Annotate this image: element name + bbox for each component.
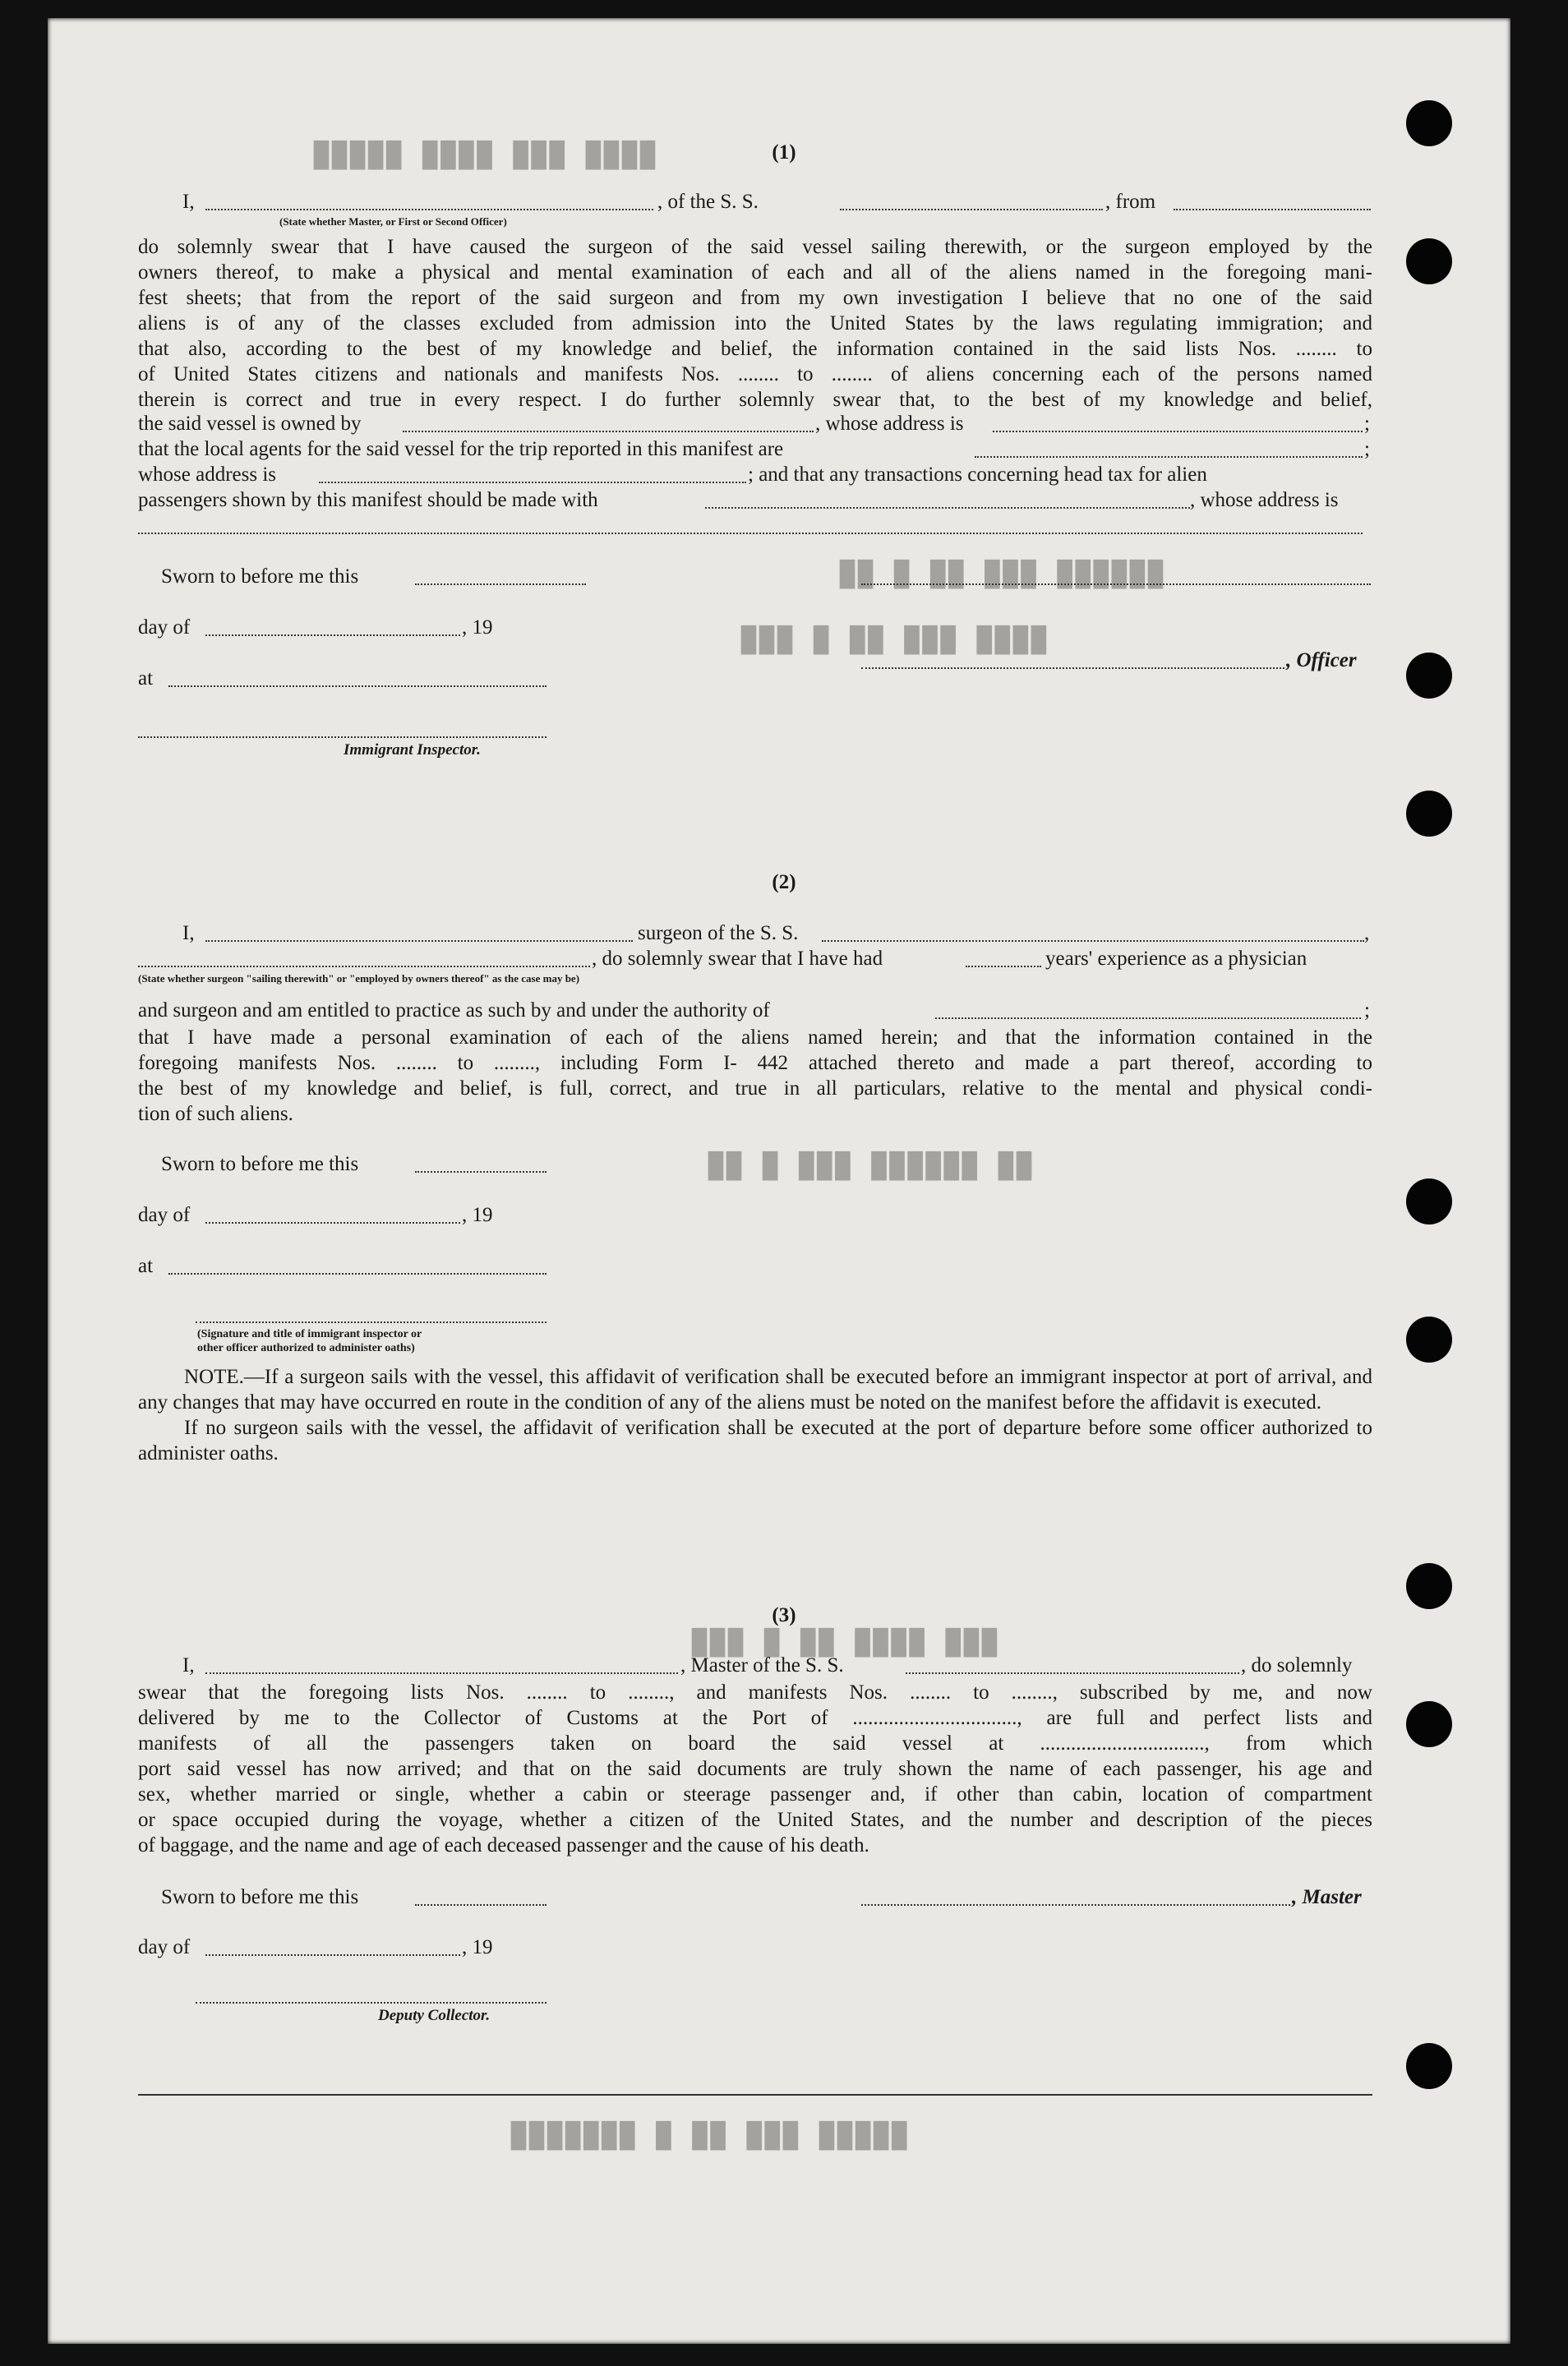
year-label-3: , 19 — [462, 1936, 493, 1958]
punch-hole — [1406, 1317, 1452, 1363]
year-label-2: , 19 — [462, 1204, 493, 1226]
punch-hole — [1406, 653, 1452, 699]
section-2-paragraph — [138, 1025, 1372, 1127]
transactions-address-field[interactable] — [138, 533, 1363, 534]
signature-caption-2: other officer authorized to administer oaths) — [197, 1342, 415, 1354]
paragraph-line: that I have made a personal examination of each of the aliens named herein; and that the information contained in the — [138, 1026, 1372, 1049]
section-2-number: (2) — [772, 871, 796, 893]
semicolon: ; — [1364, 413, 1370, 435]
owner-address-field[interactable] — [993, 431, 1363, 432]
day-of-field-2[interactable] — [205, 1222, 460, 1224]
inspector-signature-line[interactable] — [138, 736, 546, 738]
paragraph-line: of baggage, and the name and age of each deceased passenger and the cause of his death. — [138, 1834, 869, 1856]
agents-address-field[interactable] — [319, 482, 746, 483]
punch-hole — [1406, 238, 1452, 284]
punch-hole — [1406, 791, 1452, 837]
passengers-line-label: passengers shown by this manifest should be made with — [138, 489, 598, 511]
whose-address-label-2: whose address is — [138, 464, 277, 486]
verifier-signature-line[interactable] — [196, 1321, 546, 1323]
from-label: , from — [1105, 191, 1156, 213]
section-3-paragraph — [138, 1680, 1372, 1858]
punch-hole — [1406, 2043, 1452, 2089]
paragraph-line: therein is correct and true in every respect. I do further solemnly swear that, to the best of my knowledge and belief, — [138, 389, 1372, 411]
comma: , — [1364, 922, 1370, 944]
owned-by-label: the said vessel is owned by — [138, 413, 362, 435]
signature-caption-1: (Signature and title of immigrant inspector or — [197, 1328, 422, 1340]
sworn-label-1: Sworn to before me this — [161, 565, 359, 588]
deputy-signature-line[interactable] — [196, 2002, 546, 2004]
sworn-date-field-2[interactable] — [415, 1171, 546, 1173]
year-label-1: , 19 — [462, 616, 493, 639]
paragraph-line: or space occupied during the voyage, whether a citizen of the United States, and the number and description of the pieces — [138, 1809, 1372, 1831]
paragraph-line: fest sheets; that from the report of the said surgeon and from my own investigation I believe that no one of the said — [138, 287, 1372, 309]
paragraph-line: do solemnly swear that I have caused the surgeon of the said vessel sailing therewith, or the surgeon employed by the — [138, 236, 1372, 258]
section-1-paragraph — [138, 234, 1372, 413]
surgeon-of-label: surgeon of the S. S. — [638, 922, 799, 944]
day-of-field-3[interactable] — [205, 1954, 460, 1956]
sworn-date-field-3[interactable] — [415, 1904, 546, 1906]
officer-name-field[interactable] — [205, 209, 653, 210]
note-block — [138, 1364, 1372, 1466]
authority-field[interactable] — [935, 1017, 1361, 1019]
local-agents-field[interactable] — [975, 456, 1363, 458]
sworn-date-field-1[interactable] — [415, 583, 586, 585]
surgeon-caption: (State whether surgeon "sailing therewith" or "employed by owners thereof" as the case may be) — [138, 972, 580, 985]
deputy-collector-caption: Deputy Collector. — [378, 2007, 491, 2024]
paragraph-line: aliens is of any of the classes excluded from admission into the United States by the laws regulating immigration; and — [138, 312, 1372, 334]
semicolon: ; — [1364, 999, 1370, 1022]
immigrant-inspector-caption: Immigrant Inspector. — [344, 741, 481, 759]
vessel-name-field[interactable] — [840, 209, 1103, 210]
do-solemnly-label: , do solemnly — [1241, 1654, 1353, 1676]
surgeon-status-field[interactable] — [138, 966, 590, 967]
paragraph-line: port said vessel has now arrived; and that on the said documents are truly shown the name of each passenger, his age and — [138, 1758, 1372, 1780]
transactions-field[interactable] — [705, 507, 1190, 509]
note-text-2: If no surgeon sails with the vessel, the affidavit of verification shall be executed at the port of departure before some officer authorized to administer oaths. — [138, 1417, 1372, 1464]
authority-label: and surgeon and am entitled to practice as such by and under the authority of — [138, 999, 770, 1022]
punch-hole — [1406, 1178, 1452, 1225]
section-3-number: (3) — [772, 1604, 796, 1626]
note-text-1: —If a surgeon sails with the vessel, this affidavit of verification shall be executed before an immigrant inspector at port of arrival, and any changes that may have occurred en route in the condition of any of the aliens must be noted on the manifest before the affidavit is executed. — [138, 1366, 1372, 1414]
paragraph-line: of United States citizens and nationals and manifests Nos. ........ to ........ of aliens concerning each of the persons named — [138, 363, 1372, 385]
day-of-label-3: day of — [138, 1936, 191, 1958]
punch-hole — [1406, 1563, 1452, 1609]
master-name-field[interactable] — [205, 1672, 678, 1674]
paragraph-line: the best of my knowledge and belief, is full, correct, and true in all particulars, relative to the mental and physical condi- — [138, 1077, 1372, 1100]
section-1-i: I, — [182, 191, 195, 213]
local-agents-label: that the local agents for the said vessel for the trip reported in this manifest are — [138, 438, 784, 460]
officer-signature-line-2[interactable] — [861, 667, 1284, 669]
semicolon: ; — [1364, 438, 1370, 460]
owner-field[interactable] — [403, 431, 814, 432]
section-3-i: I, — [182, 1654, 195, 1676]
at-label-1: at — [138, 667, 154, 690]
surgeon-name-field[interactable] — [205, 940, 633, 942]
at-field-1[interactable] — [168, 685, 546, 687]
note-lead: NOTE. — [184, 1366, 244, 1388]
master-signature-line[interactable] — [861, 1904, 1290, 1906]
paragraph-line: tion of such aliens. — [138, 1103, 293, 1125]
punch-hole — [1406, 1701, 1452, 1747]
paragraph-line: manifests of all the passengers taken on board the said vessel at ................................, from which — [138, 1732, 1372, 1755]
day-of-field-1[interactable] — [205, 634, 460, 636]
paragraph-line: swear that the foregoing lists Nos. ........ to ........, and manifests Nos. ........ to ........, subscribed by me, and now — [138, 1681, 1372, 1704]
day-of-label-2: day of — [138, 1204, 191, 1226]
section-1-number: (1) — [772, 141, 796, 164]
sworn-label-2: Sworn to before me this — [161, 1153, 359, 1175]
day-of-label-1: day of — [138, 616, 191, 639]
paragraph-line: delivered by me to the Collector of Customs at the Port of ................................, are full and perfect lists and — [138, 1707, 1372, 1729]
bottom-rule — [138, 2094, 1372, 2096]
officer-caption: (State whether Master, or First or Second Officer) — [279, 215, 507, 228]
surgeon-vessel-field[interactable] — [822, 940, 1364, 942]
punch-hole — [1406, 100, 1452, 146]
from-port-field[interactable] — [1174, 209, 1371, 210]
section-2-i: I, — [182, 922, 195, 944]
paragraph-line: sex, whether married or single, whether a cabin or steerage passenger and, if other than cabin, location of compartment — [138, 1783, 1372, 1806]
paragraph-line: owners thereof, to make a physical and mental examination of each and all of the aliens named in the foregoing mani- — [138, 261, 1372, 284]
officer-label: , Officer — [1286, 649, 1357, 671]
at-label-2: at — [138, 1255, 154, 1277]
master-label: , Master — [1292, 1886, 1362, 1908]
master-vessel-field[interactable] — [906, 1672, 1239, 1674]
master-of-label: , Master of the S. S. — [680, 1654, 844, 1676]
years-experience-label: years' experience as a physician — [1045, 948, 1307, 970]
officer-signature-line-1[interactable] — [861, 583, 1371, 585]
paragraph-line: that also, according to the best of my knowledge and belief, the information contained in the said lists Nos. ........ to — [138, 338, 1372, 360]
whose-address-label: , whose address is — [815, 413, 964, 435]
whose-address-label-3: , whose address is — [1190, 489, 1339, 511]
paragraph-line: foregoing manifests Nos. ........ to ........, including Form I- 442 attached thereto and made a part thereof, according to — [138, 1052, 1372, 1074]
sworn-label-3: Sworn to before me this — [161, 1886, 359, 1908]
years-field[interactable] — [966, 966, 1041, 967]
document-page: ████ ███ ████ █████ ██████ ███ ██ █ ██ ████ ███ ██ █ ███ ██ ██████ ███ █ ██ ███ ████ ██ █ ███ █████ ███ ██ █ ███████ — [48, 18, 1510, 2344]
head-tax-label: ; and that any transactions concerning head tax for alien — [748, 464, 1207, 486]
solemnly-label: , do solemnly swear that I have had — [592, 948, 883, 970]
of-ss-label: , of the S. S. — [657, 191, 759, 213]
at-field-2[interactable] — [168, 1273, 546, 1275]
